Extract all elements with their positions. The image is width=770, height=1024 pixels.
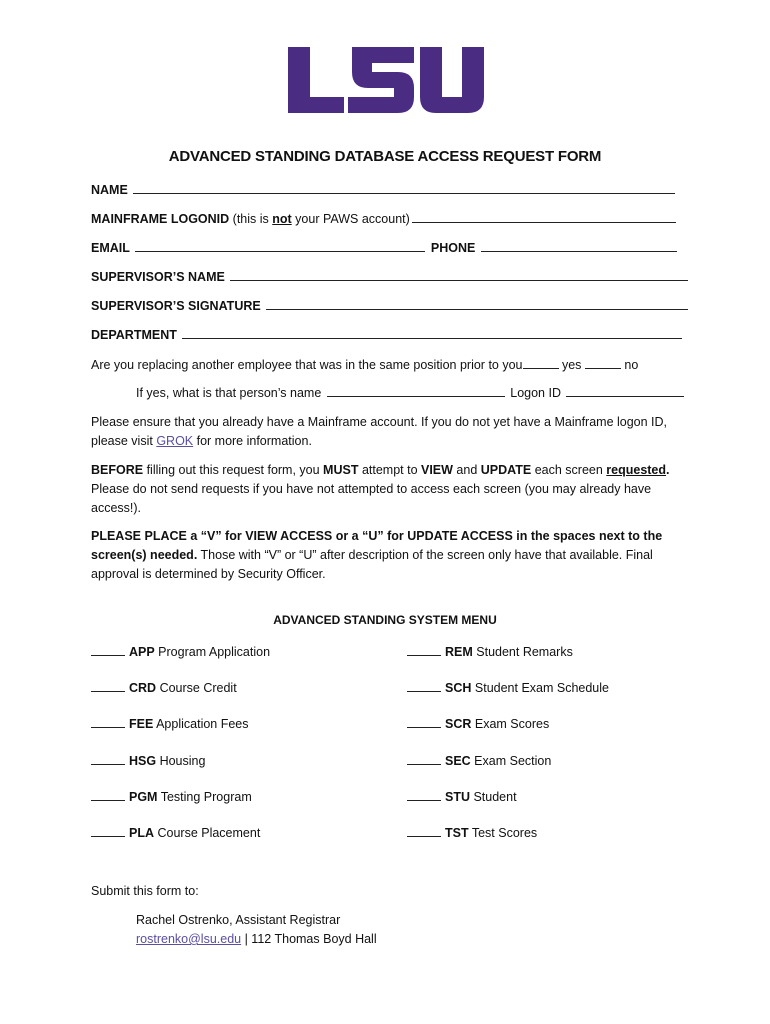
logonid-field-row xyxy=(91,210,678,226)
form-title: ADVANCED STANDING DATABASE ACCESS REQUEST FORM xyxy=(168,148,602,165)
name-label: NAME xyxy=(91,183,128,197)
menu-item-pla xyxy=(91,824,260,840)
submit-label: Submit this form to: xyxy=(91,884,199,898)
before-word: BEFORE xyxy=(91,463,144,477)
menu-code: APP xyxy=(129,645,155,659)
place-bold-text: PLEASE PLACE a “V” for VIEW ACCESS or a “U” for UPDATE ACCESS in the spaces next to the screen(s) needed. xyxy=(91,529,663,562)
supervisor-signature-label: SUPERVISOR’S SIGNATURE xyxy=(91,299,261,313)
pla-access-field[interactable] xyxy=(91,824,125,837)
logonid-note-post: your PAWS account) xyxy=(291,212,410,226)
name-field-row xyxy=(91,181,677,197)
menu-code: CRD xyxy=(129,681,157,695)
logonid-note-not: not xyxy=(272,212,292,226)
before-dot: . xyxy=(666,463,670,477)
mainframe-info xyxy=(91,413,691,451)
menu-item-hsg xyxy=(91,752,205,768)
before-text-5: Please do not send requests if you have not attempted to access each screen (you may already have access!). xyxy=(91,482,652,515)
before-text-3: and xyxy=(452,463,481,477)
supervisor-signature-row xyxy=(91,297,690,313)
view-word: VIEW xyxy=(421,463,453,477)
crd-access-field[interactable] xyxy=(91,679,125,692)
menu-desc: Test Scores xyxy=(468,826,538,840)
menu-title: ADVANCED STANDING SYSTEM MENU xyxy=(273,613,497,627)
menu-code: SCR xyxy=(445,717,472,731)
contact-row xyxy=(136,932,377,946)
logon-id-field[interactable] xyxy=(566,384,684,397)
menu-item-sec xyxy=(407,752,551,768)
update-word: UPDATE xyxy=(480,463,532,477)
menu-code: SCH xyxy=(445,681,472,695)
menu-item-pgm xyxy=(91,788,252,804)
menu-desc: Housing xyxy=(156,754,206,768)
supervisor-name-label: SUPERVISOR’S NAME xyxy=(91,270,225,284)
replacing-row xyxy=(91,356,638,372)
supervisor-name-field[interactable] xyxy=(230,268,688,281)
tst-access-field[interactable] xyxy=(407,824,441,837)
mainframe-info-text: Please ensure that you already have a Mainframe account. If you do not yet have a Mainframe logon ID, please visit xyxy=(91,415,668,448)
place-instructions xyxy=(91,527,691,584)
name-field[interactable] xyxy=(133,181,675,194)
replacing-yes-label: yes xyxy=(558,358,585,372)
menu-desc: Testing Program xyxy=(157,790,252,804)
before-text-4: each screen xyxy=(531,463,607,477)
menu-item-scr xyxy=(407,715,549,731)
lsu-logo xyxy=(286,47,484,113)
menu-desc: Program Application xyxy=(154,645,271,659)
mainframe-info-end: for more information. xyxy=(193,434,312,448)
menu-item-rem xyxy=(407,643,573,659)
place-rest-text: Those with “V” or “U” after description of the screen only have that available. Final approval is determined by Security Officer. xyxy=(91,548,653,581)
hsg-access-field[interactable] xyxy=(91,752,125,765)
app-access-field[interactable] xyxy=(91,643,125,656)
replacing-yes-field[interactable] xyxy=(523,356,559,369)
menu-code: PLA xyxy=(129,826,154,840)
pgm-access-field[interactable] xyxy=(91,788,125,801)
phone-field[interactable] xyxy=(481,239,677,252)
menu-code: TST xyxy=(445,826,469,840)
phone-label: PHONE xyxy=(430,241,476,255)
contact-location: | 112 Thomas Boyd Hall xyxy=(241,932,377,946)
before-text-2: attempt to xyxy=(358,463,421,477)
replaced-person-row xyxy=(136,384,686,400)
department-field[interactable] xyxy=(182,326,682,339)
before-text-1: filling out this request form, you xyxy=(143,463,324,477)
supervisor-signature-field[interactable] xyxy=(266,297,688,310)
logon-id-label: Logon ID xyxy=(506,386,565,400)
menu-desc: Application Fees xyxy=(153,717,249,731)
menu-item-fee xyxy=(91,715,249,731)
replacing-no-field[interactable] xyxy=(585,356,621,369)
menu-item-app xyxy=(91,643,270,659)
logonid-note-pre: (this is xyxy=(229,212,273,226)
logonid-label: MAINFRAME LOGONID xyxy=(91,212,230,226)
menu-desc: Student Remarks xyxy=(472,645,573,659)
menu-code: FEE xyxy=(129,717,154,731)
menu-desc: Exam Scores xyxy=(471,717,550,731)
sec-access-field[interactable] xyxy=(407,752,441,765)
scr-access-field[interactable] xyxy=(407,715,441,728)
department-row xyxy=(91,326,684,342)
menu-item-tst xyxy=(407,824,537,840)
menu-item-sch xyxy=(407,679,609,695)
contact-name: Rachel Ostrenko, Assistant Registrar xyxy=(136,913,341,927)
requested-word: requested xyxy=(606,463,667,477)
menu-code: HSG xyxy=(129,754,157,768)
menu-code: STU xyxy=(445,790,470,804)
grok-link[interactable]: GROK xyxy=(156,434,194,448)
sch-access-field[interactable] xyxy=(407,679,441,692)
menu-code: PGM xyxy=(129,790,158,804)
fee-access-field[interactable] xyxy=(91,715,125,728)
replaced-person-label: If yes, what is that person’s name xyxy=(136,386,325,400)
rem-access-field[interactable] xyxy=(407,643,441,656)
supervisor-name-row xyxy=(91,268,690,284)
contact-email-link[interactable]: rostrenko@lsu.edu xyxy=(136,932,242,946)
logonid-field[interactable] xyxy=(412,210,676,223)
stu-access-field[interactable] xyxy=(407,788,441,801)
before-instructions xyxy=(91,461,691,518)
email-phone-row xyxy=(91,239,679,255)
menu-desc: Exam Section xyxy=(470,754,552,768)
department-label: DEPARTMENT xyxy=(91,328,177,342)
must-word: MUST xyxy=(323,463,359,477)
email-field[interactable] xyxy=(135,239,425,252)
menu-item-crd xyxy=(91,679,237,695)
replacing-question: Are you replacing another employee that was in the same position prior to you xyxy=(91,358,523,372)
menu-desc: Course Placement xyxy=(154,826,261,840)
replacing-no-label: no xyxy=(620,358,639,372)
replaced-person-field[interactable] xyxy=(327,384,505,397)
menu-desc: Student Exam Schedule xyxy=(471,681,609,695)
menu-item-stu xyxy=(407,788,517,804)
menu-code: SEC xyxy=(445,754,471,768)
menu-desc: Course Credit xyxy=(156,681,237,695)
menu-code: REM xyxy=(445,645,473,659)
email-label: EMAIL xyxy=(91,241,130,255)
menu-desc: Student xyxy=(470,790,517,804)
